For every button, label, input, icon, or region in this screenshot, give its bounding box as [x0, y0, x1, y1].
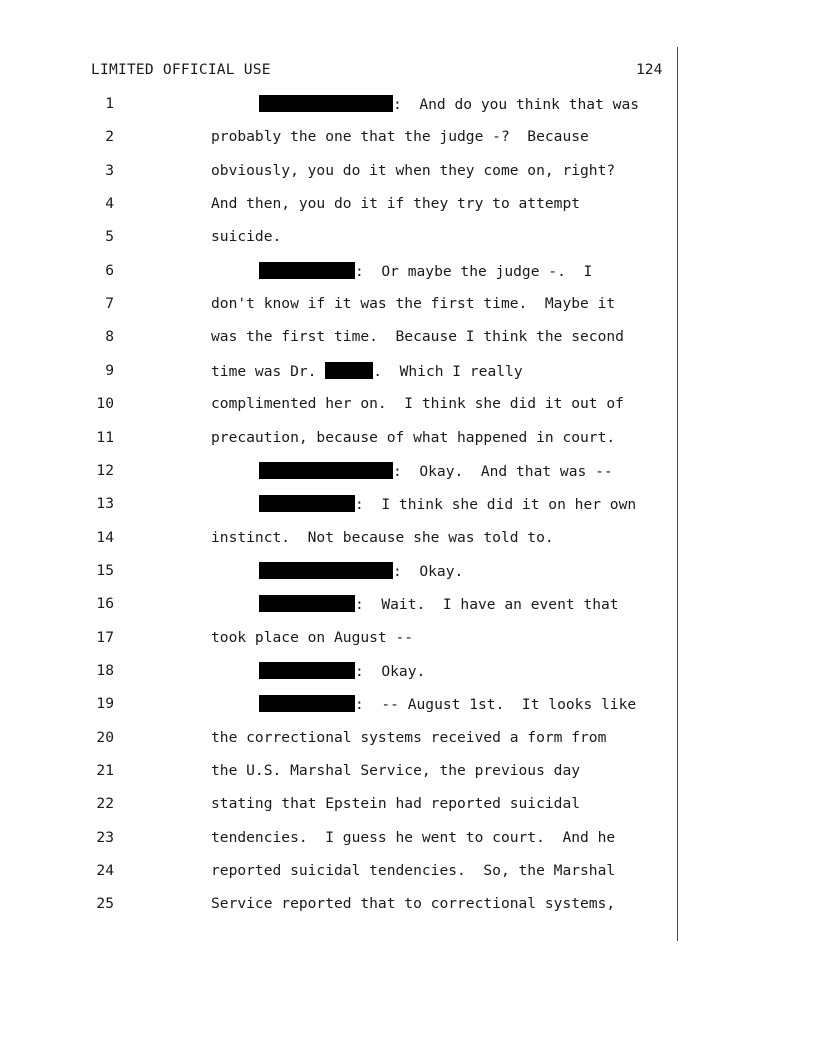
speaker-line-text: [259, 262, 592, 280]
transcript-line: [0, 128, 680, 150]
line-text: [211, 395, 624, 412]
speaker-line-text: [259, 495, 636, 513]
line-text-content: : I think she did it on her own: [355, 496, 637, 514]
line-number: 8: [105, 328, 114, 346]
transcript-line: [0, 729, 680, 751]
line-text-content: don't know if it was the first time. Maybe it: [211, 295, 616, 313]
line-text: [211, 729, 606, 746]
speaker-line-text: [259, 595, 619, 613]
line-number: 18: [96, 661, 114, 679]
transcript-line: [0, 195, 680, 217]
transcript-line: [0, 162, 680, 184]
line-text: [211, 795, 580, 812]
transcript-line: [0, 762, 680, 784]
line-text-content: the U.S. Marshal Service, the previous day: [211, 762, 581, 779]
line-number: 16: [96, 595, 114, 613]
line-text-content: reported suicidal tendencies. So, the Marshal: [211, 862, 616, 880]
line-number: 5: [105, 228, 114, 246]
speaker-line-text: [259, 562, 463, 580]
line-text: [211, 328, 624, 345]
line-text-content: was the first time. Because I think the second: [211, 328, 624, 346]
transcript-line: [0, 328, 680, 350]
transcript-line: [0, 262, 680, 284]
line-text: [211, 162, 615, 179]
line-text: [211, 762, 580, 779]
line-number: 23: [96, 828, 114, 846]
line-text-content: : And do you think that was: [393, 96, 640, 113]
transcript-line: [0, 829, 680, 851]
line-number: 17: [96, 628, 114, 646]
line-text-content: precaution, because of what happened in court.: [211, 428, 616, 446]
line-text-content: Service reported that to correctional systems,: [211, 895, 616, 913]
line-number: 7: [105, 295, 114, 313]
redacted-speaker-name: [259, 695, 355, 712]
transcript-line: [0, 295, 680, 317]
speaker-line-text: [259, 462, 613, 480]
line-number: 2: [105, 128, 114, 146]
line-number: 20: [96, 728, 114, 746]
line-number: 13: [96, 495, 114, 513]
line-number: 9: [105, 361, 114, 379]
line-number: 25: [96, 895, 114, 913]
line-text: [211, 629, 413, 646]
transcript-line: [0, 895, 680, 917]
line-number: 3: [105, 161, 114, 179]
line-text: [211, 362, 523, 380]
redacted-speaker-name: [259, 662, 355, 679]
transcript-line: [0, 95, 680, 117]
line-text-content: probably the one that the judge -? Because: [211, 128, 589, 146]
line-number: 21: [96, 762, 114, 779]
transcript-line: [0, 462, 680, 484]
transcript-line: [0, 662, 680, 684]
line-text-content: complimented her on. I think she did it out of: [211, 395, 624, 413]
transcript-line: [0, 795, 680, 817]
line-text-content: instinct. Not because she was told to.: [211, 528, 554, 546]
line-text-content: . Which I really: [373, 362, 523, 380]
line-text-content: tendencies. I guess he went to court. And he: [211, 828, 616, 846]
line-number: 4: [105, 195, 114, 213]
line-text-content: stating that Epstein had reported suicidal: [211, 795, 581, 813]
line-text-content: took place on August --: [211, 628, 414, 646]
transcript-line: [0, 395, 680, 417]
line-number: 24: [96, 862, 114, 880]
line-text: [211, 895, 615, 912]
line-text-content: obviously, you do it when they come on, right?: [211, 161, 616, 179]
line-number: 22: [96, 795, 114, 813]
line-number: 6: [105, 261, 114, 279]
line-number: 1: [105, 95, 114, 112]
line-text-content: : Okay. And that was --: [393, 462, 613, 480]
page-number: 124: [636, 61, 663, 78]
redacted-speaker-name: [259, 495, 355, 512]
redacted-speaker-name: [259, 595, 355, 612]
transcript-line: [0, 495, 680, 517]
speaker-line-text: [259, 95, 639, 113]
transcript-line: [0, 529, 680, 551]
line-number: 10: [96, 395, 114, 413]
transcript-line: [0, 429, 680, 451]
line-text: [211, 295, 615, 312]
line-number: 11: [96, 428, 114, 446]
transcript-line: [0, 228, 680, 250]
line-number: 14: [96, 528, 114, 546]
line-text: [211, 529, 554, 546]
line-text-prefix: time was Dr.: [211, 362, 326, 380]
line-text: [211, 128, 589, 145]
transcript-line: [0, 595, 680, 617]
line-text-content: : Or maybe the judge -. I: [355, 262, 593, 280]
transcript-line: [0, 862, 680, 884]
line-text-content: suicide.: [211, 228, 282, 246]
line-text-content: the correctional systems received a form from: [211, 728, 607, 746]
line-text: [211, 228, 281, 245]
line-text-content: And then, you do it if they try to attempt: [211, 195, 581, 213]
transcript-line: [0, 562, 680, 584]
transcript-line: [0, 695, 680, 717]
line-text: [211, 829, 615, 846]
redacted-name: [325, 362, 373, 379]
speaker-line-text: [259, 662, 425, 680]
line-text-content: : Okay.: [355, 662, 426, 680]
line-text-content: : Wait. I have an event that: [355, 596, 619, 614]
redacted-speaker-name: [259, 95, 393, 112]
transcript-line: [0, 629, 680, 651]
redacted-speaker-name: [259, 562, 393, 579]
speaker-line-text: [259, 695, 636, 713]
line-number: 19: [96, 695, 114, 713]
transcript-line: [0, 362, 680, 384]
redacted-speaker-name: [259, 262, 355, 279]
line-number: 15: [96, 561, 114, 579]
line-text: [211, 429, 615, 446]
line-text-content: : -- August 1st. It looks like: [355, 696, 637, 714]
line-text: [211, 862, 615, 879]
line-text: [211, 195, 580, 212]
line-number: 12: [96, 461, 114, 479]
classification-header: LIMITED OFFICIAL USE: [91, 61, 271, 78]
redacted-speaker-name: [259, 462, 393, 479]
line-text-content: : Okay.: [393, 562, 464, 580]
